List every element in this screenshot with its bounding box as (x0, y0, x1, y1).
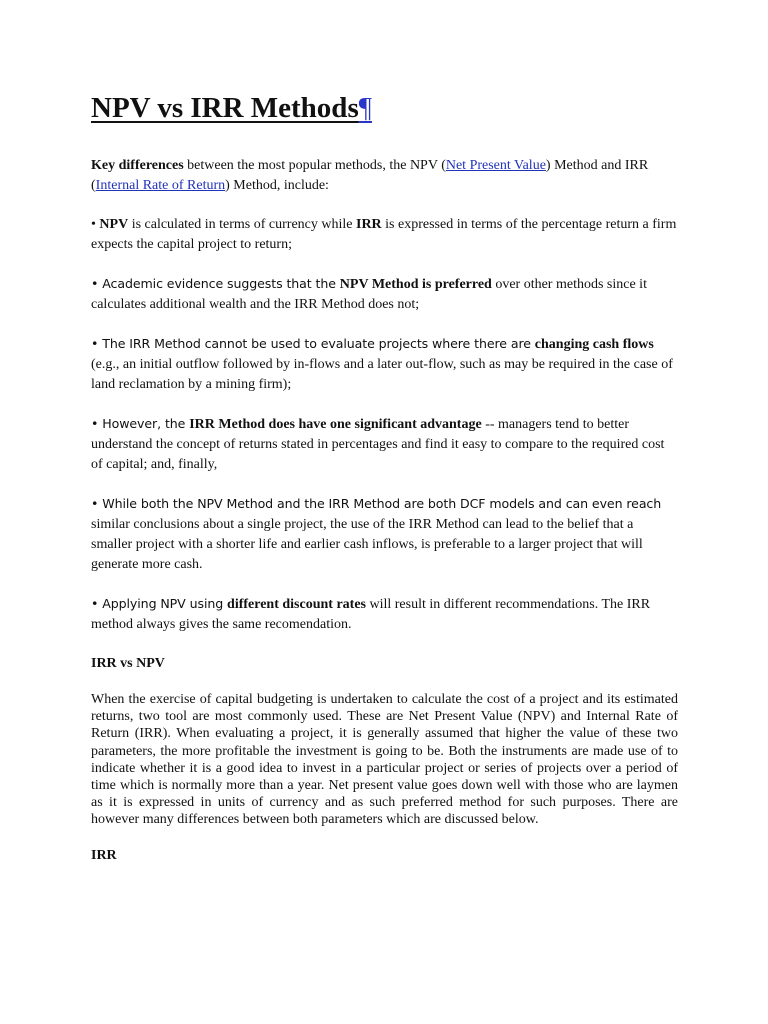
bullet-lead: • However, the (91, 416, 190, 431)
bullet-lead: • Academic evidence suggests that the (91, 276, 340, 291)
bullet-text: over other methods since it calculates additional wealth and the IRR Method does not; (91, 277, 647, 312)
intro-text-2: ) Method and IRR ( (91, 158, 649, 193)
section-body-irr-vs-npv: When the exercise of capital budgeting is undertaken to calculate the cost of a project and its estimated returns, two tool are most commonly used. These are Net Present Value (NPV) and Internal Rate of Return (IRR). When evaluating a project, it is generally assumed that higher the value of these two parameters, the more profitable the investment is going to be. Both the instruments are made use of to indicate whether it is a good idea to invest in a particular project or series of projects over a period of time which is normally more than a year. Net present value goes down well with those who are laymen as it is expressed in units of currency and as such preferred method for such purposes. There are however many differences between both parameters which are discussed below. (91, 692, 678, 828)
bullet-text: -- managers tend to better understand the concept of returns stated in percentages and find it easy to compare to the required cost of capital; and, finally, (91, 417, 665, 472)
bullet-lead: • Applying NPV using (91, 596, 228, 611)
bullet-discount-rates (91, 594, 678, 635)
section-heading-irr: IRR (91, 847, 117, 863)
intro-text-3: ) Method, include: (225, 178, 329, 193)
section-heading-irr-vs-npv: IRR vs NPV (91, 656, 165, 671)
bold-irr: IRR (356, 217, 382, 232)
document-page (91, 86, 678, 883)
bullet-npv-currency (91, 215, 678, 255)
bold-discount-rates: different discount rates (227, 597, 366, 612)
intro-paragraph (91, 156, 678, 196)
pilcrow-link[interactable]: ¶ (358, 92, 372, 124)
bullet-lead: • While both the NPV Method and the IRR Method are both DCF models and can even reach (91, 496, 662, 511)
bullet-irr-advantage (91, 414, 678, 475)
bullet-text: (e.g., an initial outflow followed by in-flows and a later out-flow, such as may be required in the case of land reclamation by a mining firm); (91, 357, 673, 392)
bold-changing-cash-flows: changing cash flows (534, 337, 654, 352)
bullet-text: is expressed in terms of the percentage return a firm expects the capital project to return; (91, 217, 677, 252)
bullet-lead: • The IRR Method cannot be used to evaluate projects where there are (91, 336, 535, 351)
bullet-changing-cash-flows (91, 334, 678, 395)
intro-text-1: between the most popular methods, the NPV ( (183, 158, 446, 173)
bullet-text: is calculated in terms of currency while (128, 217, 356, 232)
bullet-dcf-models (91, 494, 678, 575)
bullet-text: will result in different recommendations. The IRR method always gives the same recomendation. (91, 597, 651, 632)
intro-bold: Key differences (91, 158, 184, 173)
npv-link[interactable]: Net Present Value (445, 158, 546, 173)
bullet-text: similar conclusions about a single project, the use of the IRR Method can lead to the belief that a smaller project with a shorter life and earlier cash inflows, is preferable to a larger project that will generate more cash. (91, 517, 643, 572)
bullet-academic-evidence (91, 274, 678, 315)
irr-link[interactable]: Internal Rate of Return (95, 178, 226, 193)
bold-npv-preferred: NPV Method is preferred (339, 277, 492, 292)
bold-irr-advantage: IRR Method does have one significant advantage (189, 417, 482, 432)
title-text: NPV vs IRR Methods (91, 92, 359, 124)
page-title (91, 86, 678, 130)
bold-npv: NPV (99, 217, 129, 232)
bullet-dot: • (91, 217, 100, 232)
